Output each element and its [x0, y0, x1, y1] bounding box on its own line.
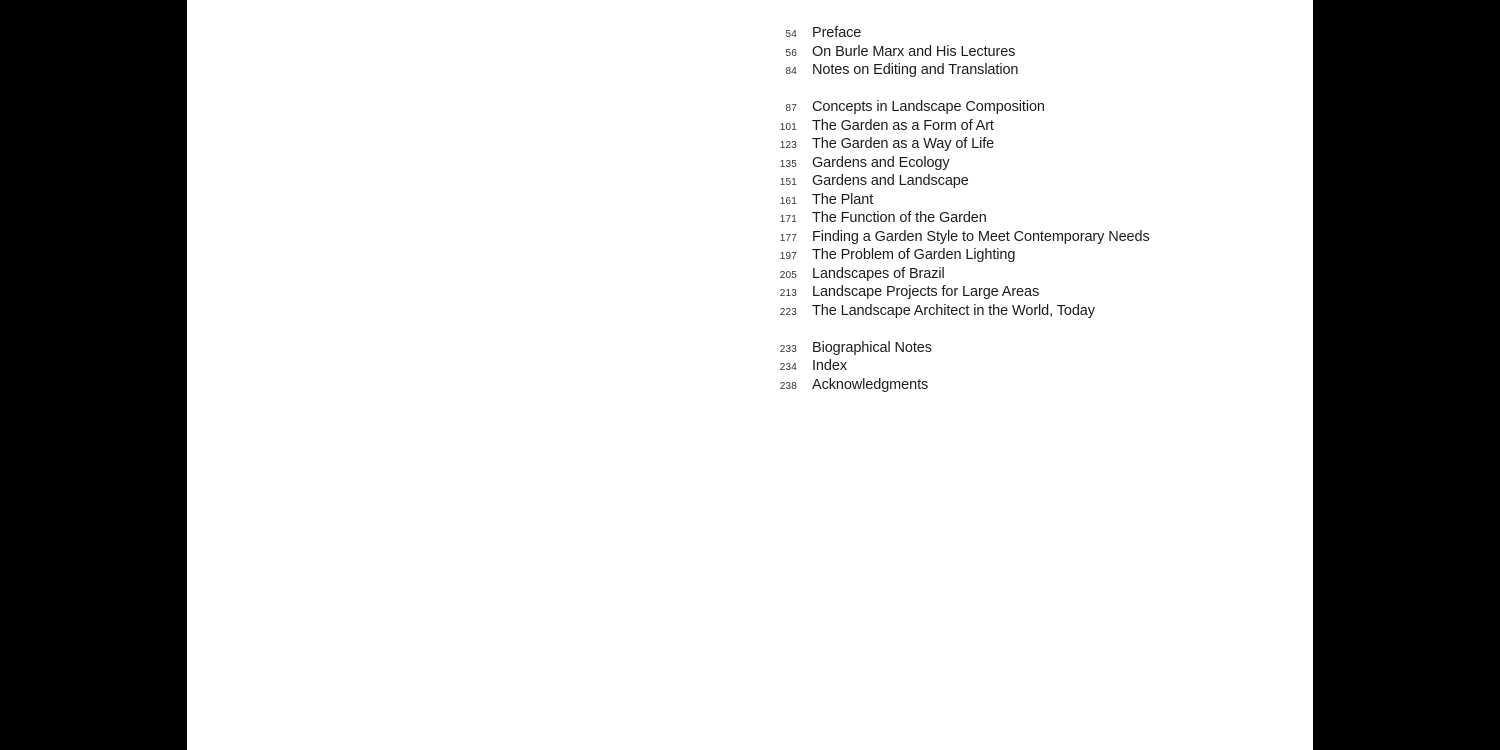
toc-page-number: 123	[779, 140, 797, 151]
toc-entry	[757, 98, 1150, 117]
toc-page-number: 151	[779, 177, 797, 188]
toc-entry-title: The Problem of Garden Lighting	[812, 247, 1016, 263]
toc-entry	[757, 117, 1150, 136]
toc-entry	[757, 61, 1150, 80]
toc-entry	[757, 154, 1150, 173]
toc-page-number: 135	[779, 158, 797, 170]
toc-entry-title: The Garden as a Way of Life	[812, 136, 995, 152]
toc-page-number: 56	[785, 47, 797, 59]
toc-entry-title: Biographical Notes	[812, 339, 932, 356]
toc-page-number: 84	[785, 66, 797, 77]
toc-page-number: 101	[779, 121, 797, 133]
toc-entry-title: The Landscape Architect in the World, Today	[812, 302, 1095, 319]
toc-entry	[757, 191, 1150, 210]
toc-page-number: 238	[779, 380, 797, 392]
toc-entry	[757, 209, 1150, 228]
toc-entry	[757, 24, 1150, 43]
toc-entry-title: Preface	[812, 25, 862, 41]
toc-entry	[757, 135, 1150, 154]
toc-entry	[757, 265, 1150, 284]
table-of-contents	[757, 24, 1150, 394]
toc-entry-title: Gardens and Ecology	[812, 154, 950, 171]
toc-page-number: 197	[779, 251, 797, 262]
toc-entry	[757, 246, 1150, 265]
toc-entry-title: Index	[812, 358, 847, 374]
toc-entry-title: Gardens and Landscape	[812, 173, 969, 189]
toc-entry-title: On Burle Marx and His Lectures	[812, 43, 1016, 60]
toc-entry-title: The Garden as a Form of Art	[812, 117, 994, 134]
toc-entry	[757, 172, 1150, 191]
toc-page-number: 177	[779, 232, 797, 244]
book-page	[187, 0, 1313, 750]
toc-page-number: 87	[785, 103, 797, 114]
toc-entry-title: Finding a Garden Style to Meet Contemporary Needs	[812, 228, 1150, 245]
toc-entry-title: Acknowledgments	[812, 376, 929, 393]
toc-entry-title: Notes on Editing and Translation	[812, 62, 1019, 78]
toc-page-number: 171	[779, 214, 797, 225]
toc-entry	[757, 283, 1150, 302]
toc-entry-title: Concepts in Landscape Composition	[812, 99, 1045, 115]
section-gap	[757, 320, 1150, 339]
toc-entry	[757, 302, 1150, 321]
toc-page-number: 54	[785, 29, 797, 40]
toc-page-number: 233	[779, 343, 797, 355]
toc-entry	[757, 376, 1150, 395]
toc-page-number: 213	[779, 288, 797, 299]
toc-entry	[757, 339, 1150, 358]
toc-entry-title: The Plant	[812, 191, 874, 208]
toc-page-number: 205	[779, 269, 797, 281]
toc-entry-title: Landscape Projects for Large Areas	[812, 284, 1040, 300]
toc-page-number: 223	[779, 306, 797, 318]
toc-entry-title: Landscapes of Brazil	[812, 265, 945, 282]
section-gap	[757, 80, 1150, 99]
toc-entry	[757, 43, 1150, 62]
toc-entry-title: The Function of the Garden	[812, 210, 987, 226]
toc-page-number: 234	[779, 362, 797, 373]
toc-entry	[757, 357, 1150, 376]
toc-page-number: 161	[779, 195, 797, 207]
toc-entry	[757, 228, 1150, 247]
